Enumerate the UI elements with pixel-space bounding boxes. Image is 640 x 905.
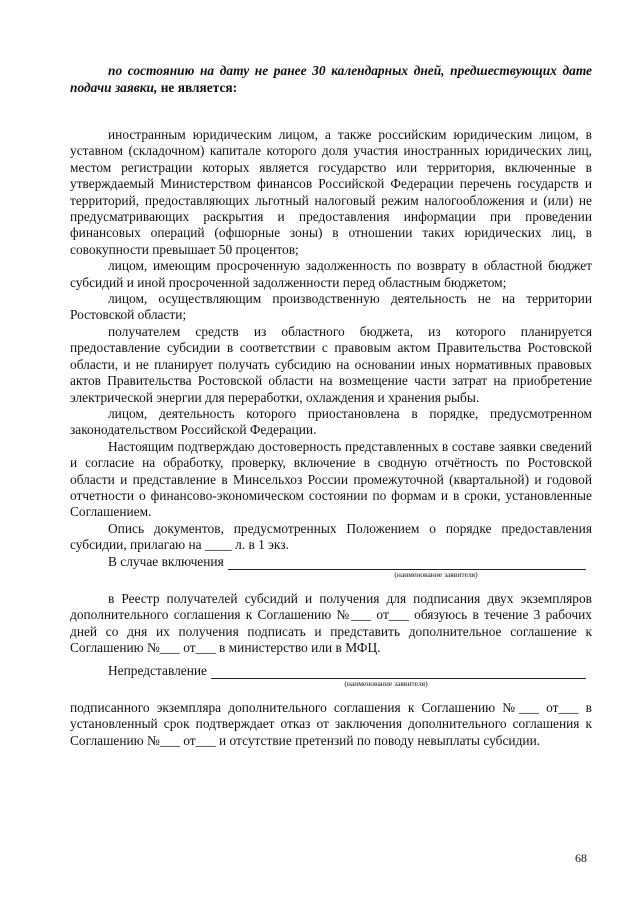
header-italic-text: по состоянию на дату не ранее 30 календарных дней, предшествующих дате подачи заявки,: [70, 63, 592, 95]
applicant-name-blank-2: [211, 664, 586, 679]
header-tail-text: не является:: [157, 79, 238, 95]
inclusion-paragraph: в Реестр получателей субсидий и получения для подписания двух экземпляров дополнительного соглашения к Соглашению №___ от___ обязуюсь в течение 3 рабочих дней со дня их получения подписать и представить дополнительное соглашение к Соглашению №___ от___ в министерство или в МФЦ.: [70, 590, 592, 656]
confirm-paragraph: Настоящим подтверждаю достоверность представленных в составе заявки сведений и согласие на обработку, проверку, включение в сводную отчётность по Ростовской области и представление в Минсельхоз России промежуточной (квартальной) и годовой отчетности о финансово-экономическом состоянии по формам и в сроки, установленные Соглашением.: [70, 438, 592, 520]
inclusion-line: [70, 554, 592, 570]
page-number: 68: [575, 851, 587, 865]
inventory-paragraph: Опись документов, предусмотренных Положением о порядке предоставления субсидии, прилагаю на ____ л. в 1 экз.: [70, 520, 592, 553]
applicant-name-blank-1: [228, 555, 586, 570]
applicant-caption-2: (наименование заявителя): [344, 679, 428, 688]
item-foreign-entity: иностранным юридическим лицом, а также российским юридическим лицом, в уставном (складочном) капитале которого доля участия иностранных юридических лиц, местом регистрации которых является государство или территория, включенные в утверждаемый Министерством финансов Российской Федерации перечень государств и территорий, предоставляющих льготный налоговый режим налогообложения и (или) не предусматривающих раскрытия и предоставления информации при проведении финансовых операций (офшорные зоны) в отношении таких юридических лиц, в совокупности превышает 50 процентов;: [70, 127, 592, 257]
inclusion-label: В случае включения: [108, 553, 224, 569]
nonsubmission-paragraph: подписанного экземпляра дополнительного соглашения к Соглашению №___ от___ в установленный срок подтверждает отказ от заключения дополнительного соглашения к Соглашению №___ от___ и отсутствие претензий по поводу невыплаты субсидии.: [70, 700, 592, 748]
item-territory: лицом, осуществляющим производственную деятельность не на территории Ростовской области;: [70, 291, 592, 323]
applicant-caption-1: (наименование заявителя): [394, 569, 478, 579]
item-suspended-activity: лицом, деятельность которого приостановлена в порядке, предусмотренном законодательством Российской Федерации.: [70, 405, 592, 438]
section-header: [70, 63, 592, 96]
nonsubmission-line: [70, 663, 592, 679]
item-budget-recipient: получателем средств из областного бюджета, из которого планируется предоставление субсидии в соответствии с правовым актом Правительства Ростовской области, и не планирует получать субсидию на основании иных нормативных правовых актов Правительства Ростовской области на возмещение части затрат на приобретение электрической энергии для переработки, охлаждения и хранения рыбы.: [70, 323, 592, 405]
nonsubmission-label: Непредставление: [108, 662, 208, 678]
item-overdue-debt: лицом, имеющим просроченную задолженность по возврату в областной бюджет субсидий и иной просроченной задолженности перед областным бюджетом;: [70, 258, 592, 290]
document-body: [70, 127, 592, 749]
